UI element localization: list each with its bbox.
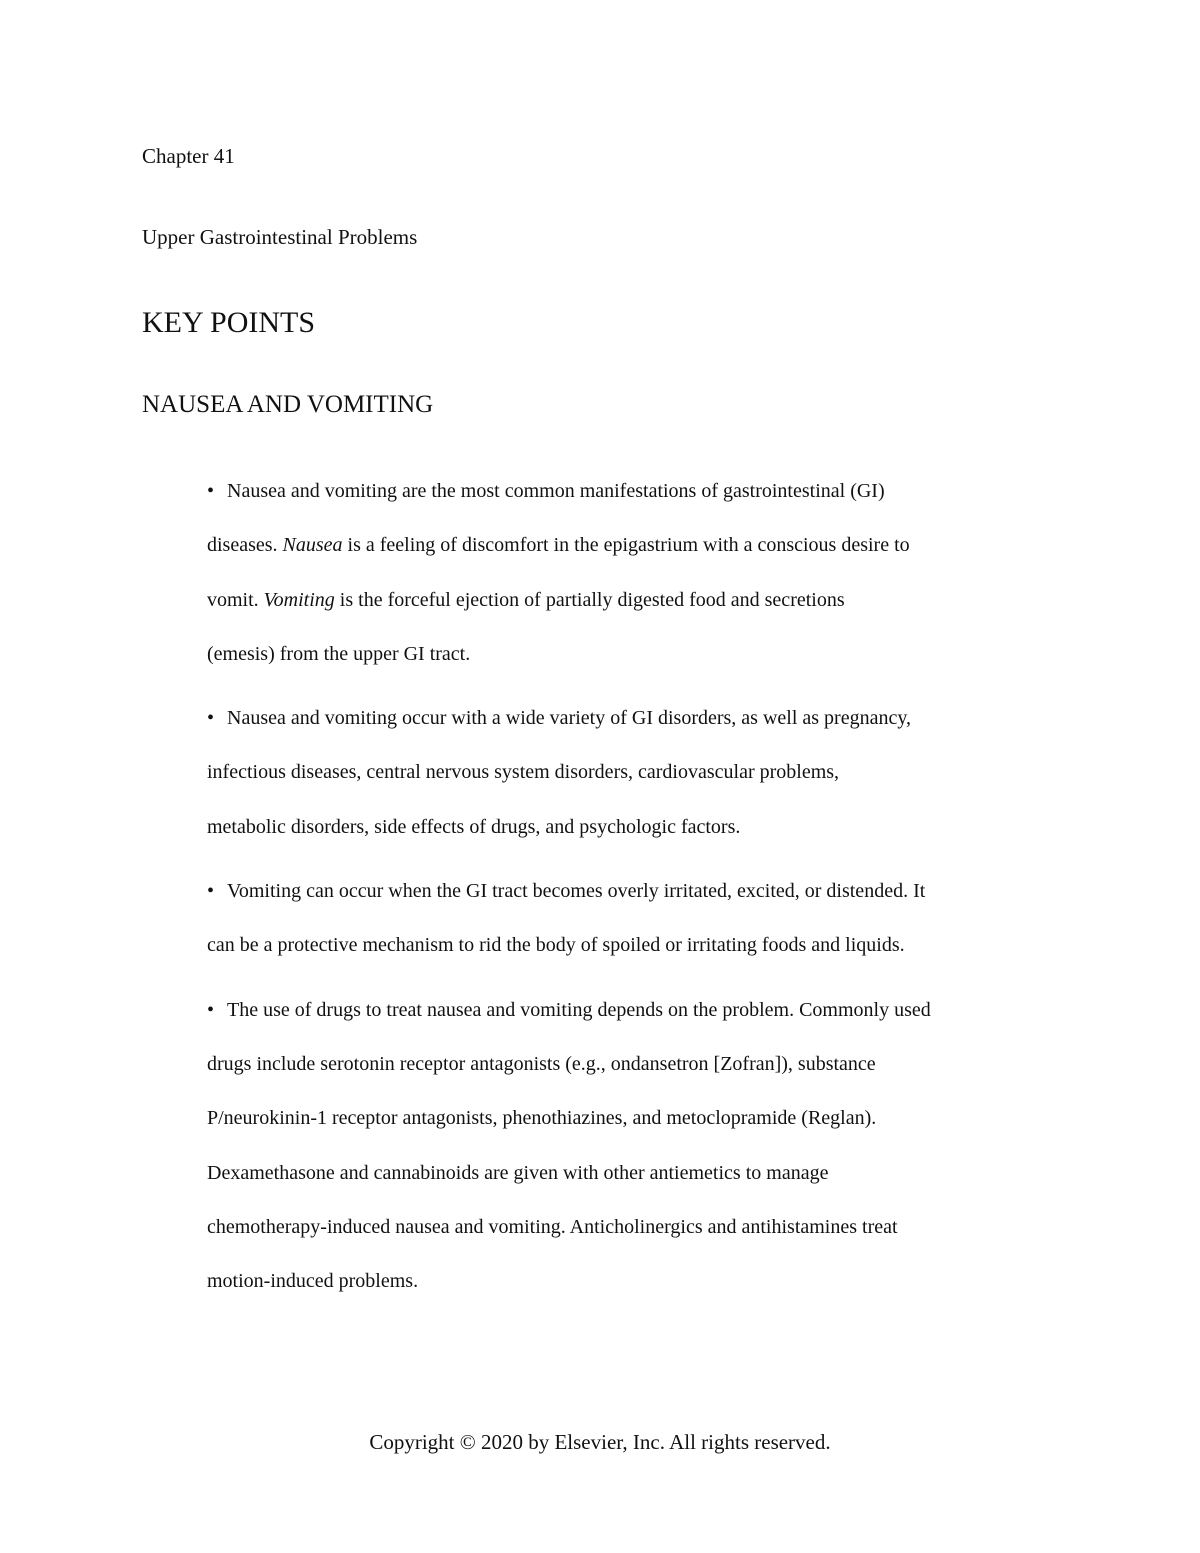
bullet-text: Vomiting can occur when the GI tract becomes overly irritated, excited, or distended. It (227, 880, 926, 903)
section-heading: NAUSEA AND VOMITING (142, 391, 434, 418)
bullet-text: Nausea and vomiting occur with a wide variety of GI disorders, as well as pregnancy, (227, 707, 912, 730)
bullet-icon: • (207, 880, 215, 903)
term-nausea: Nausea (282, 534, 343, 557)
bullet-list (197, 464, 1077, 1318)
bullet-line (207, 983, 1077, 1037)
bullet-item-1 (197, 464, 1077, 681)
chapter-title: Upper Gastrointestinal Problems (142, 225, 418, 249)
bullet-text: Nausea and vomiting are the most common manifestations of gastrointestinal (GI) (227, 480, 885, 502)
bullet-line: chemotherapy-induced nausea and vomiting. Anticholinergics and antihistamines treat (207, 1215, 898, 1238)
bullet-text: is the forceful ejection of partially digested food and secretions (334, 588, 845, 611)
bullet-line: can be a protective mechanism to rid the body of spoiled or irritating foods and liquids. (207, 934, 905, 957)
bullet-line: P/neurokinin-1 receptor antagonists, phenothiazines, and metoclopramide (Reglan). (207, 1107, 877, 1130)
bullet-icon: • (207, 707, 215, 730)
bullet-text: diseases. (207, 534, 283, 557)
bullet-line (207, 864, 1077, 918)
key-points-heading: KEY POINTS (142, 306, 316, 339)
bullet-icon: • (207, 480, 215, 502)
bullet-line: metabolic disorders, side effects of drugs, and psychologic factors. (207, 815, 741, 838)
bullet-icon: • (207, 998, 215, 1021)
bullet-item-2 (197, 691, 1077, 854)
bullet-line: (emesis) from the upper GI tract. (207, 642, 471, 665)
bullet-line: infectious diseases, central nervous system disorders, cardiovascular problems, (207, 761, 840, 784)
bullet-text: The use of drugs to treat nausea and vomiting depends on the problem. Commonly used (227, 998, 931, 1021)
bullet-line (207, 691, 1077, 745)
bullet-line (207, 573, 1077, 627)
bullet-item-3 (197, 864, 1077, 973)
bullet-text: vomit. (207, 588, 264, 611)
bullet-text: is a feeling of discomfort in the epigastrium with a conscious desire to (342, 534, 910, 557)
bullet-line (207, 464, 1077, 518)
bullet-line: drugs include serotonin receptor antagonists (e.g., ondansetron [Zofran]), substance (207, 1052, 876, 1075)
bullet-item-4 (197, 983, 1077, 1309)
copyright-footer: Copyright © 2020 by Elsevier, Inc. All rights reserved. (369, 1430, 831, 1454)
bullet-line (207, 518, 1077, 572)
chapter-number: Chapter 41 (142, 144, 235, 168)
bullet-line: motion-induced problems. (207, 1270, 419, 1293)
bullet-line: Dexamethasone and cannabinoids are given with other antiemetics to manage (207, 1161, 829, 1184)
term-vomiting: Vomiting (263, 588, 335, 611)
